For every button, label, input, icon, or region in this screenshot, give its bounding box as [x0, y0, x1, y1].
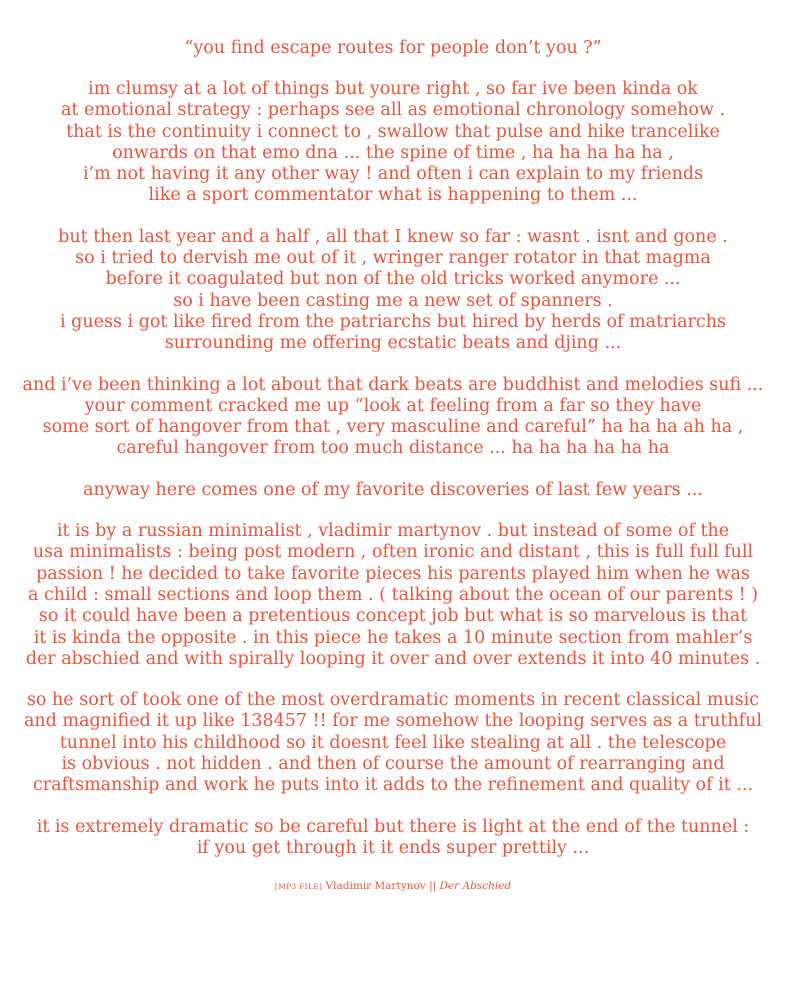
text-line: but then last year and a half , all that I knew so far : wasnt . isnt and gone . — [58, 226, 728, 247]
text-line: and magnified it up like 138457 !! for me somehow the looping serves as a truthful — [23, 711, 763, 732]
text-line: so it could have been a pretentious concept job but what is so marvelous is that — [38, 606, 748, 627]
paragraph-3 — [0, 375, 786, 460]
letter-heading: “you find escape routes for people don’t you ?” — [184, 38, 602, 58]
caption-separator: || — [429, 880, 437, 893]
file-type-tag: [MP3 FILE] — [274, 882, 323, 892]
text-line: a child : small sections and loop them . ( talking about the ocean of our parents ! ) — [27, 584, 759, 605]
paragraph-5 — [0, 521, 786, 670]
text-line: i guess i got like fired from the patriarchs but hired by herds of matriarchs — [60, 311, 726, 332]
text-line: some sort of hangover from that , very masculine and careful” ha ha ha ah ha , — [42, 417, 744, 438]
text-line: surrounding me offering ecstatic beats and djing ... — [164, 333, 622, 354]
text-line: your comment cracked me up “look at feeling from a far so they have — [84, 395, 702, 416]
text-line: it is extremely dramatic so be careful but there is light at the end of the tunnel : — [36, 816, 750, 837]
paragraph-1 — [0, 79, 786, 207]
text-line: passion ! he decided to take favorite pieces his parents played him when he was — [36, 563, 750, 584]
artist-name: Vladimir Martynov — [325, 880, 426, 893]
text-line: onwards on that emo dna ... the spine of time , ha ha ha ha ha , — [112, 142, 674, 163]
text-line: is obvious . not hidden . and then of course the amount of rearranging and — [61, 754, 725, 775]
text-line: im clumsy at a lot of things but youre right , so far ive been kinda ok — [88, 79, 698, 99]
paragraph-6 — [0, 690, 786, 796]
text-line: so i tried to dervish me out of it , wringer ranger rotator in that magma — [75, 248, 711, 269]
mp3-file-caption[interactable] — [0, 879, 786, 894]
text-line: craftsmanship and work he puts into it adds to the refinement and quality of it ... — [32, 775, 754, 796]
text-line: so i have been casting me a new set of spanners . — [173, 290, 613, 311]
text-line: der abschied and with spirally looping it over and over extends it into 40 minutes . — [25, 648, 761, 669]
text-line: before it coagulated but non of the old tricks worked anymore ... — [105, 269, 681, 290]
text-line: and i’ve been thinking a lot about that dark beats are buddhist and melodies sufi ... — [22, 374, 764, 395]
paragraph-2 — [0, 227, 786, 355]
text-line: anyway here comes one of my favorite discoveries of last few years ... — [83, 479, 703, 500]
track-title: Der Abschied — [439, 880, 512, 893]
text-line: tunnel into his childhood so it doesnt feel like stealing at all . the telescope — [59, 732, 727, 753]
text-line: usa minimalists : being post modern , often ironic and distant , this is full full full — [32, 542, 754, 563]
text-line: that is the continuity i connect to , swallow that pulse and hike trancelike — [66, 121, 720, 142]
text-line: it is kinda the opposite . in this piece he takes a 10 minute section from mahler’s — [33, 627, 753, 648]
paragraph-7 — [0, 817, 786, 860]
text-line: it is by a russian minimalist , vladimir martynov . but instead of some of the — [56, 521, 730, 542]
text-line: i’m not having it any other way ! and often i can explain to my friends — [82, 164, 704, 185]
text-line: like a sport commentator what is happening to them ... — [148, 185, 638, 206]
paragraph-4 — [0, 480, 786, 501]
text-line: careful hangover from too much distance ... ha ha ha ha ha ha — [116, 438, 670, 459]
text-line: so he sort of took one of the most overdramatic moments in recent classical music — [26, 690, 760, 711]
letter-page — [0, 38, 786, 894]
text-line: if you get through it it ends super prettily ... — [196, 837, 590, 858]
text-line: at emotional strategy : perhaps see all as emotional chronology somehow . — [60, 100, 726, 121]
